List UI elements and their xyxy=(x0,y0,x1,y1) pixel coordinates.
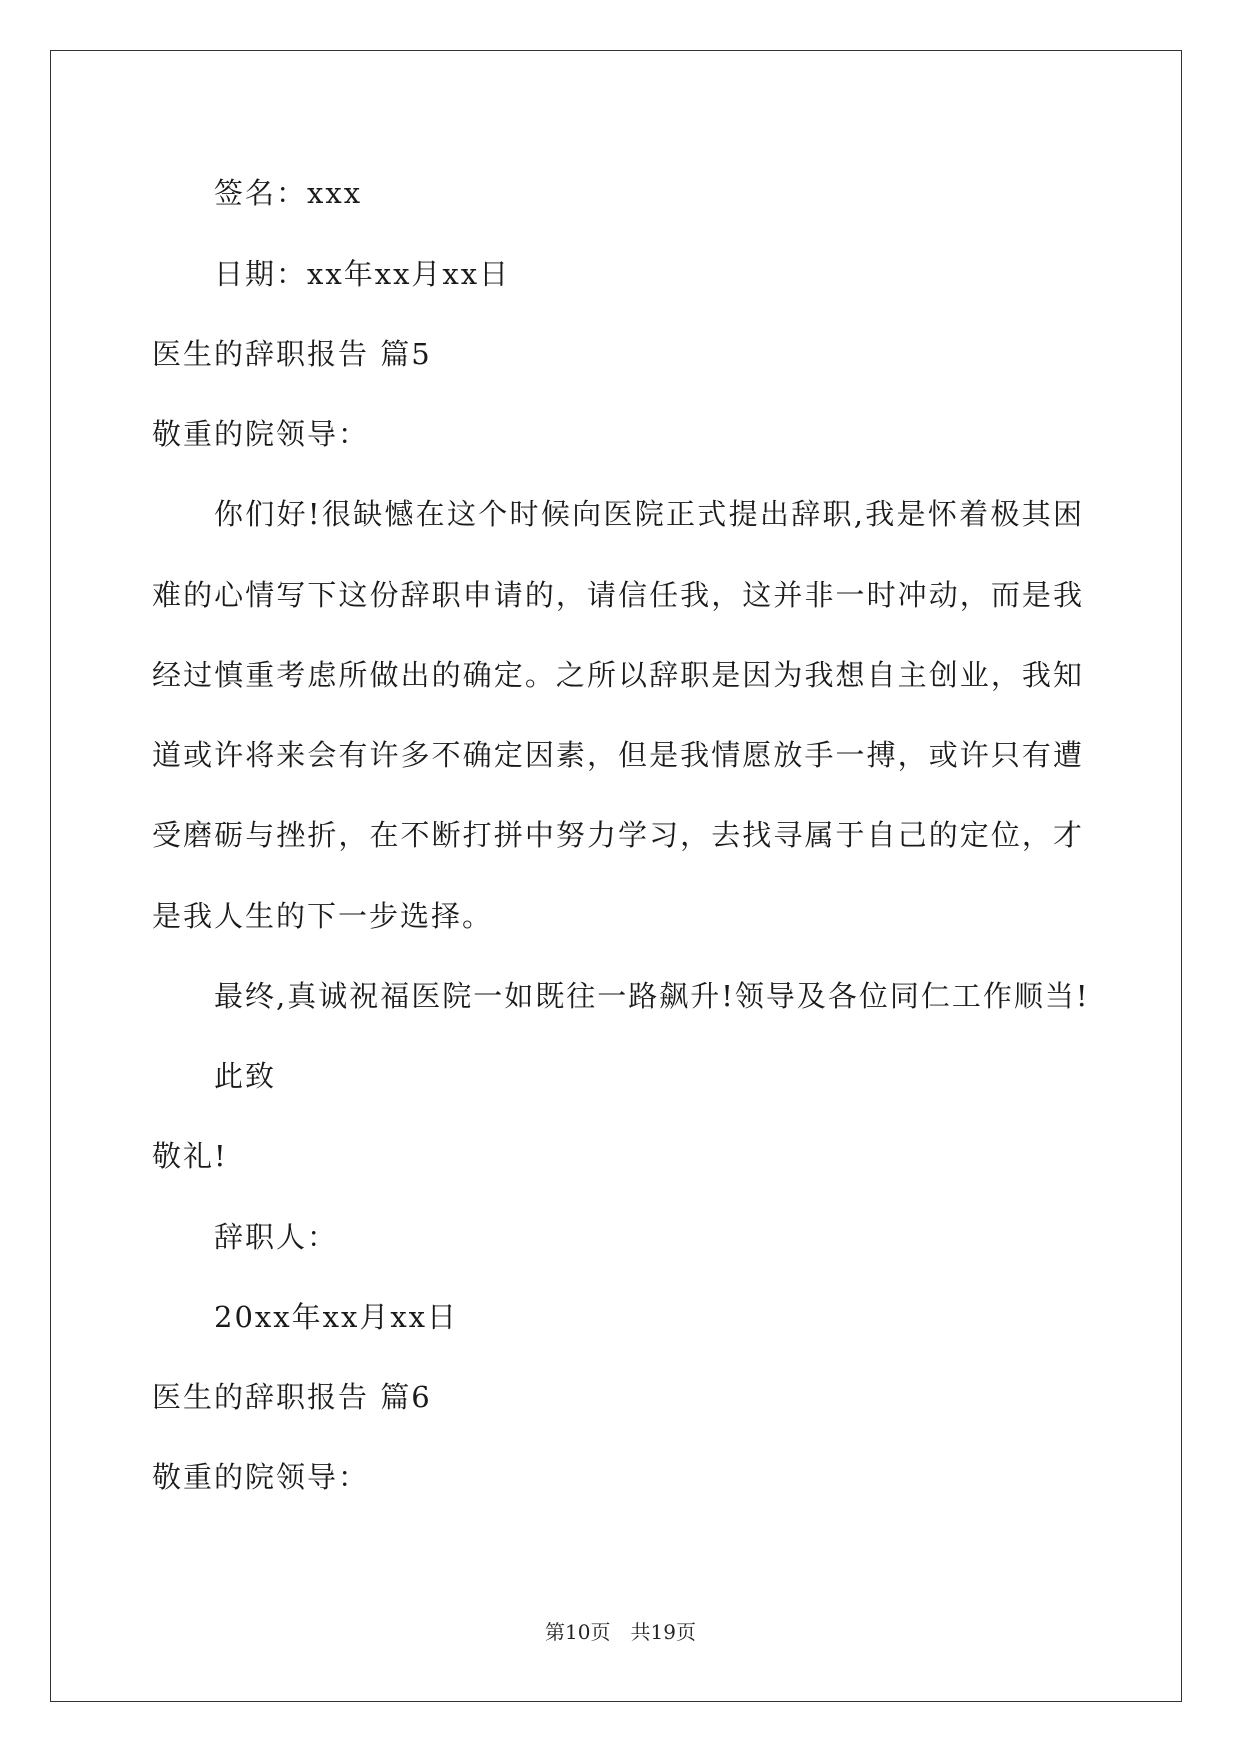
section-heading: 医生的辞职报告 篇5 xyxy=(152,337,432,371)
page-number: 第10页 共19页 xyxy=(545,1620,696,1644)
paragraph-line: 受磨砺与挫折，在不断打拼中努力学习，去找寻属于自己的定位，才 xyxy=(152,818,1084,852)
paragraph-line: 是我人生的下一步选择。 xyxy=(152,899,494,933)
date-line: 20xx年xx月xx日 xyxy=(214,1300,459,1334)
signature-line: 签名：xxx xyxy=(214,176,363,210)
page-border xyxy=(50,50,1182,1702)
resigner-label: 辞职人： xyxy=(214,1220,339,1254)
paragraph-line: 道或许将来会有许多不确定因素，但是我情愿放手一搏，或许只有遭 xyxy=(152,738,1084,772)
salutation: 敬重的院领导： xyxy=(152,417,370,451)
salutation: 敬重的院领导： xyxy=(152,1460,370,1494)
date-line: 日期：xx年xx月xx日 xyxy=(214,257,511,291)
closing-phrase: 此致 xyxy=(214,1059,277,1093)
paragraph-line: 经过慎重考虑所做出的确定。之所以辞职是因为我想自主创业，我知 xyxy=(152,658,1084,692)
paragraph-line: 你们好!很缺憾在这个时候向医院正式提出辞职,我是怀着极其困 xyxy=(214,497,1084,531)
closing-wish: 最终,真诚祝福医院一如既往一路飙升!领导及各位同仁工作顺当! xyxy=(214,979,1090,1013)
closing-salute: 敬礼! xyxy=(152,1139,228,1173)
paragraph-line: 难的心情写下这份辞职申请的，请信任我，这并非一时冲动，而是我 xyxy=(152,578,1084,612)
section-heading: 医生的辞职报告 篇6 xyxy=(152,1380,432,1414)
